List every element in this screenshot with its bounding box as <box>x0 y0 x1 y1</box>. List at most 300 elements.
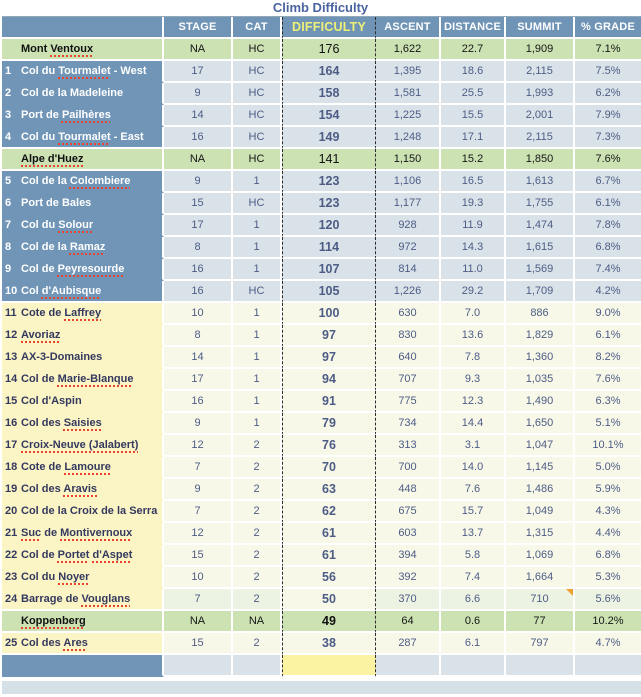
climb-name-text: Col de Marie-Blanque <box>21 373 134 385</box>
cell-summit[interactable]: 77 <box>506 611 575 633</box>
cell-difficulty[interactable]: 120 <box>282 215 376 237</box>
spellcheck-underline: Vouglans <box>81 593 131 605</box>
cell-distance[interactable]: 9.3 <box>441 369 506 391</box>
cell-cat[interactable]: 1 <box>233 259 282 281</box>
cell-grade[interactable]: 7.6% <box>575 149 641 171</box>
cell-stage[interactable]: 12 <box>164 523 233 545</box>
cell-grade[interactable]: 4.3% <box>575 501 641 523</box>
cell-stage[interactable]: 17 <box>164 215 233 237</box>
cell-difficulty[interactable]: 123 <box>282 193 376 215</box>
cell-difficulty[interactable]: 97 <box>282 347 376 369</box>
cell-climb-name[interactable] <box>2 149 164 171</box>
cell-ascent[interactable]: 603 <box>376 523 441 545</box>
cell-difficulty[interactable]: 141 <box>282 149 376 171</box>
spellcheck-underline: Suc <box>21 527 42 539</box>
cell-difficulty[interactable]: 158 <box>282 83 376 105</box>
cell-summit[interactable]: 2,115 <box>506 127 575 149</box>
climb-name-text <box>21 439 138 451</box>
climb-rank: 5 <box>5 175 12 187</box>
cell-climb-name[interactable] <box>2 127 164 149</box>
cell-grade[interactable]: 5.1% <box>575 413 641 435</box>
cell-distance[interactable]: 6.1 <box>441 633 506 655</box>
cell-stage[interactable]: 14 <box>164 347 233 369</box>
climb-rank: 20 <box>5 505 18 517</box>
cell-difficulty[interactable]: 100 <box>282 303 376 325</box>
cell-distance[interactable]: 3.1 <box>441 435 506 457</box>
spellcheck-underline: Saisies <box>63 417 102 429</box>
climb-name-text: Col de la Colombiere <box>21 175 131 187</box>
cell-stage[interactable]: 16 <box>164 259 233 281</box>
cell-climb-name[interactable] <box>2 171 164 193</box>
cell-ascent[interactable]: 1,150 <box>376 149 441 171</box>
cell-distance[interactable]: 13.6 <box>441 325 506 347</box>
spellcheck-underline: Lamoure <box>64 461 111 473</box>
cell-summit[interactable]: 1,850 <box>506 149 575 171</box>
climb-rank: 6 <box>5 197 12 209</box>
cell-summit[interactable]: 1,145 <box>506 457 575 479</box>
cell-grade[interactable]: 6.1% <box>575 325 641 347</box>
climb-name-text: Col du Tourmalet - West <box>21 65 147 77</box>
cell-distance[interactable]: 5.8 <box>441 545 506 567</box>
cell-climb-name[interactable] <box>2 39 164 61</box>
cell-difficulty[interactable]: 94 <box>282 369 376 391</box>
climb-rank: 19 <box>5 483 18 495</box>
cell-climb-name[interactable] <box>2 413 164 435</box>
cell-cat[interactable]: 2 <box>233 545 282 567</box>
cell-distance[interactable] <box>441 655 506 677</box>
cell-climb-name[interactable] <box>2 567 164 589</box>
cell-climb-name[interactable] <box>2 61 164 83</box>
cell-climb-name[interactable] <box>2 589 164 611</box>
cell-grade[interactable]: 4.2% <box>575 281 641 303</box>
table-row <box>2 171 641 193</box>
cell-climb-name[interactable] <box>2 655 164 677</box>
cell-distance[interactable]: 14.0 <box>441 457 506 479</box>
cell-climb-name[interactable] <box>2 523 164 545</box>
cell-cat[interactable]: HC <box>233 105 282 127</box>
table-row <box>2 325 641 347</box>
header-cell-summit[interactable]: SUMMIT <box>506 17 575 39</box>
cell-stage[interactable] <box>164 655 233 677</box>
climb-name-text: Col de la Ramaz <box>21 241 106 253</box>
header-cell-cat[interactable]: CAT <box>233 17 282 39</box>
cell-distance[interactable]: 15.7 <box>441 501 506 523</box>
cell-cat[interactable]: 1 <box>233 303 282 325</box>
cell-cat[interactable]: HC <box>233 61 282 83</box>
cell-cat[interactable]: 2 <box>233 501 282 523</box>
table-row <box>2 127 641 149</box>
cell-grade[interactable]: 6.3% <box>575 391 641 413</box>
cell-difficulty[interactable]: 97 <box>282 325 376 347</box>
cell-cat[interactable]: 2 <box>233 435 282 457</box>
cell-cat[interactable]: HC <box>233 281 282 303</box>
cell-stage[interactable]: 16 <box>164 127 233 149</box>
cell-stage[interactable]: 9 <box>164 479 233 501</box>
cell-summit[interactable] <box>506 655 575 677</box>
cell-difficulty[interactable]: 107 <box>282 259 376 281</box>
cell-distance[interactable]: 11.9 <box>441 215 506 237</box>
cell-grade[interactable]: 5.6% <box>575 589 641 611</box>
cell-difficulty[interactable]: 114 <box>282 237 376 259</box>
cell-distance[interactable]: 0.6 <box>441 611 506 633</box>
table-row <box>2 435 641 457</box>
cell-grade[interactable]: 5.9% <box>575 479 641 501</box>
cell-difficulty[interactable]: 63 <box>282 479 376 501</box>
cell-climb-name[interactable] <box>2 545 164 567</box>
cell-grade[interactable]: 4.4% <box>575 523 641 545</box>
cell-stage[interactable]: 9 <box>164 83 233 105</box>
cell-summit[interactable]: 1,049 <box>506 501 575 523</box>
cell-ascent[interactable]: 370 <box>376 589 441 611</box>
table-row <box>2 589 641 611</box>
climb-name-text <box>21 329 60 341</box>
cell-ascent[interactable]: 64 <box>376 611 441 633</box>
cell-difficulty[interactable]: 149 <box>282 127 376 149</box>
cell-cat[interactable]: 2 <box>233 633 282 655</box>
cell-distance[interactable]: 15.2 <box>441 149 506 171</box>
cell-ascent[interactable]: 287 <box>376 633 441 655</box>
cell-climb-name[interactable] <box>2 435 164 457</box>
cell-cat[interactable]: 2 <box>233 567 282 589</box>
cell-grade[interactable]: 9.0% <box>575 303 641 325</box>
cell-difficulty[interactable]: 91 <box>282 391 376 413</box>
cell-distance[interactable]: 14.3 <box>441 237 506 259</box>
cell-distance[interactable]: 15.5 <box>441 105 506 127</box>
cell-distance[interactable]: 22.7 <box>441 39 506 61</box>
cell-summit[interactable]: 1,486 <box>506 479 575 501</box>
cell-cat[interactable]: 1 <box>233 325 282 347</box>
climb-rank: 9 <box>5 263 12 275</box>
table-row <box>2 347 641 369</box>
climb-rank: 14 <box>5 373 18 385</box>
cell-summit[interactable]: 1,650 <box>506 413 575 435</box>
cell-grade[interactable]: 7.6% <box>575 369 641 391</box>
cell-distance[interactable]: 18.6 <box>441 61 506 83</box>
cell-climb-name[interactable] <box>2 633 164 655</box>
climb-rank: 25 <box>5 637 18 649</box>
climb-name-text: Mont Ventoux <box>21 43 94 55</box>
cell-distance[interactable]: 13.7 <box>441 523 506 545</box>
cell-distance[interactable]: 17.1 <box>441 127 506 149</box>
cell-cat[interactable]: HC <box>233 193 282 215</box>
climb-name-text: Col de Peyresourde <box>21 263 125 275</box>
cell-climb-name[interactable] <box>2 83 164 105</box>
cell-cat[interactable] <box>233 655 282 677</box>
cell-grade[interactable]: 4.7% <box>575 633 641 655</box>
cell-summit[interactable]: 1,490 <box>506 391 575 413</box>
cell-summit[interactable]: 710 <box>506 589 575 611</box>
cell-grade[interactable]: 10.2% <box>575 611 641 633</box>
cell-cat[interactable]: 1 <box>233 413 282 435</box>
header-cell-grade[interactable]: % GRADE <box>575 17 641 39</box>
climb-name-text: Col d'Aspin <box>21 395 82 407</box>
cell-cat[interactable]: 2 <box>233 479 282 501</box>
cell-grade[interactable]: 7.3% <box>575 127 641 149</box>
comment-indicator-icon[interactable] <box>566 589 573 596</box>
cell-cat[interactable]: HC <box>233 83 282 105</box>
cell-ascent[interactable]: 313 <box>376 435 441 457</box>
cell-ascent[interactable] <box>376 655 441 677</box>
adjacent-sheet-region <box>2 681 641 694</box>
cell-stage[interactable]: 12 <box>164 435 233 457</box>
cell-difficulty[interactable]: 154 <box>282 105 376 127</box>
spellcheck-underline: d'Aspet <box>92 549 133 561</box>
cell-stage[interactable]: 16 <box>164 391 233 413</box>
climb-rank: 1 <box>5 65 12 77</box>
cell-ascent[interactable]: 630 <box>376 303 441 325</box>
cell-distance[interactable]: 7.0 <box>441 303 506 325</box>
climb-rank: 18 <box>5 461 18 473</box>
cell-cat[interactable]: 1 <box>233 369 282 391</box>
climb-rank: 11 <box>5 307 17 319</box>
header-cell-stage[interactable]: STAGE <box>164 17 233 39</box>
header-cell-distance[interactable]: DISTANCE <box>441 17 506 39</box>
climb-name-text: Cote de Lamoure <box>21 461 111 473</box>
cell-cat[interactable]: 2 <box>233 523 282 545</box>
cell-summit[interactable]: 1,047 <box>506 435 575 457</box>
cell-difficulty[interactable]: 79 <box>282 413 376 435</box>
cell-summit[interactable]: 1,569 <box>506 259 575 281</box>
cell-stage[interactable]: 10 <box>164 303 233 325</box>
cell-grade[interactable]: 6.8% <box>575 545 641 567</box>
climb-rank: 10 <box>5 285 18 297</box>
cell-difficulty[interactable]: 70 <box>282 457 376 479</box>
cell-stage[interactable]: 9 <box>164 171 233 193</box>
cell-stage[interactable]: 9 <box>164 413 233 435</box>
cell-climb-name[interactable] <box>2 259 164 281</box>
spellcheck-underline: Solour <box>58 219 94 231</box>
cell-summit[interactable]: 1,829 <box>506 325 575 347</box>
climb-name-text <box>21 153 84 165</box>
cell-stage[interactable]: 15 <box>164 633 233 655</box>
cell-grade[interactable]: 10.1% <box>575 435 641 457</box>
cell-stage[interactable]: 8 <box>164 237 233 259</box>
cell-difficulty[interactable] <box>282 655 376 677</box>
cell-difficulty[interactable]: 123 <box>282 171 376 193</box>
cell-stage[interactable]: 17 <box>164 61 233 83</box>
cell-stage[interactable]: 15 <box>164 193 233 215</box>
cell-grade[interactable]: 6.8% <box>575 237 641 259</box>
cell-grade[interactable]: 5.3% <box>575 567 641 589</box>
cell-distance[interactable]: 25.5 <box>441 83 506 105</box>
cell-difficulty[interactable]: 176 <box>282 39 376 61</box>
cell-grade[interactable]: 7.4% <box>575 259 641 281</box>
cell-difficulty[interactable]: 38 <box>282 633 376 655</box>
climb-rank: 16 <box>5 417 18 429</box>
cell-grade[interactable]: 5.0% <box>575 457 641 479</box>
cell-climb-name[interactable] <box>2 193 164 215</box>
table-row <box>2 105 641 127</box>
climb-name-text: Col du Noyer <box>21 571 90 583</box>
cell-ascent[interactable]: 972 <box>376 237 441 259</box>
cell-difficulty[interactable]: 164 <box>282 61 376 83</box>
cell-stage[interactable]: 7 <box>164 589 233 611</box>
cell-cat[interactable]: HC <box>233 127 282 149</box>
cell-stage[interactable]: NA <box>164 39 233 61</box>
cell-summit[interactable]: 1,993 <box>506 83 575 105</box>
cell-difficulty[interactable]: 76 <box>282 435 376 457</box>
cell-stage[interactable]: 14 <box>164 105 233 127</box>
table-row <box>2 215 641 237</box>
cell-climb-name[interactable] <box>2 457 164 479</box>
climb-rank: 13 <box>5 351 18 363</box>
cell-grade[interactable]: 7.5% <box>575 61 641 83</box>
cell-cat[interactable]: HC <box>233 149 282 171</box>
header-cell-ascent[interactable]: ASCENT <box>376 17 441 39</box>
table-row <box>2 413 641 435</box>
spellcheck-underline: Koppenberg <box>21 615 86 627</box>
table-title: Climb Difficulty <box>272 0 369 15</box>
cell-summit[interactable]: 797 <box>506 633 575 655</box>
cell-stage[interactable]: 7 <box>164 501 233 523</box>
cell-climb-name[interactable] <box>2 611 164 633</box>
cell-difficulty[interactable]: 49 <box>282 611 376 633</box>
cell-distance[interactable]: 11.0 <box>441 259 506 281</box>
cell-cat[interactable]: 2 <box>233 457 282 479</box>
cell-ascent[interactable]: 707 <box>376 369 441 391</box>
cell-grade[interactable]: 6.2% <box>575 83 641 105</box>
cell-ascent[interactable]: 700 <box>376 457 441 479</box>
climb-name-text: Col du Solour <box>21 219 94 231</box>
cell-climb-name[interactable] <box>2 391 164 413</box>
cell-summit[interactable]: 1,315 <box>506 523 575 545</box>
cell-summit[interactable]: 1,613 <box>506 171 575 193</box>
cell-cat[interactable]: 1 <box>233 171 282 193</box>
cell-climb-name[interactable] <box>2 105 164 127</box>
cell-grade[interactable]: 6.1% <box>575 193 641 215</box>
cell-summit[interactable]: 1,755 <box>506 193 575 215</box>
cell-grade[interactable]: 7.9% <box>575 105 641 127</box>
cell-climb-name[interactable] <box>2 501 164 523</box>
cell-grade[interactable]: 6.7% <box>575 171 641 193</box>
spellcheck-underline: Colombiere <box>69 175 131 187</box>
table-row <box>2 501 641 523</box>
cell-distance[interactable]: 16.5 <box>441 171 506 193</box>
cell-ascent[interactable]: 734 <box>376 413 441 435</box>
cell-cat[interactable]: 1 <box>233 347 282 369</box>
cell-stage[interactable]: 17 <box>164 369 233 391</box>
cell-cat[interactable]: 1 <box>233 215 282 237</box>
climb-name-text: Port de Bales <box>21 197 92 209</box>
cell-ascent[interactable]: 775 <box>376 391 441 413</box>
cell-climb-name[interactable] <box>2 347 164 369</box>
cell-difficulty[interactable]: 56 <box>282 567 376 589</box>
cell-cat[interactable]: NA <box>233 611 282 633</box>
cell-ascent[interactable]: 394 <box>376 545 441 567</box>
cell-summit[interactable]: 2,115 <box>506 61 575 83</box>
cell-ascent[interactable]: 1,581 <box>376 83 441 105</box>
cell-climb-name[interactable] <box>2 479 164 501</box>
table-row <box>2 523 641 545</box>
cell-grade[interactable] <box>575 655 641 677</box>
cell-cat[interactable]: 1 <box>233 391 282 413</box>
cell-difficulty[interactable]: 50 <box>282 589 376 611</box>
table-row <box>2 633 641 655</box>
cell-summit[interactable]: 1,709 <box>506 281 575 303</box>
cell-stage[interactable]: 8 <box>164 325 233 347</box>
spellcheck-underline: Croix-Neuve (Jalabert) <box>21 439 139 451</box>
cell-climb-name[interactable] <box>2 215 164 237</box>
spellcheck-underline: Portet <box>57 549 90 561</box>
cell-grade[interactable]: 7.8% <box>575 215 641 237</box>
table-row <box>2 567 641 589</box>
cell-climb-name[interactable] <box>2 237 164 259</box>
cell-climb-name[interactable] <box>2 303 164 325</box>
climb-name-text: Barrage de Vouglans <box>21 593 131 605</box>
header-cell-climb-name[interactable] <box>2 17 164 39</box>
cell-ascent[interactable]: 1,248 <box>376 127 441 149</box>
cell-ascent[interactable]: 1,225 <box>376 105 441 127</box>
table-row <box>2 655 641 677</box>
cell-ascent[interactable]: 1,622 <box>376 39 441 61</box>
header-cell-difficulty[interactable]: DIFFICULTY <box>282 17 376 39</box>
cell-stage[interactable]: 10 <box>164 567 233 589</box>
climb-difficulty-table <box>2 16 641 677</box>
cell-summit[interactable]: 1,615 <box>506 237 575 259</box>
cell-distance[interactable]: 12.3 <box>441 391 506 413</box>
cell-climb-name[interactable] <box>2 369 164 391</box>
cell-stage[interactable]: NA <box>164 149 233 171</box>
cell-distance[interactable]: 7.6 <box>441 479 506 501</box>
cell-summit[interactable]: 1,360 <box>506 347 575 369</box>
cell-stage[interactable]: NA <box>164 611 233 633</box>
cell-ascent[interactable]: 928 <box>376 215 441 237</box>
cell-summit[interactable]: 1,035 <box>506 369 575 391</box>
cell-stage[interactable]: 7 <box>164 457 233 479</box>
cell-ascent[interactable]: 830 <box>376 325 441 347</box>
cell-summit[interactable]: 1,069 <box>506 545 575 567</box>
cell-grade[interactable]: 8.2% <box>575 347 641 369</box>
cell-ascent[interactable]: 392 <box>376 567 441 589</box>
cell-stage[interactable]: 15 <box>164 545 233 567</box>
cell-summit[interactable]: 1,474 <box>506 215 575 237</box>
cell-difficulty[interactable]: 62 <box>282 501 376 523</box>
cell-ascent[interactable]: 814 <box>376 259 441 281</box>
cell-difficulty[interactable]: 105 <box>282 281 376 303</box>
climb-name-text: Col de Portet d'Aspet <box>21 549 133 561</box>
cell-ascent[interactable]: 448 <box>376 479 441 501</box>
cell-ascent[interactable]: 1,106 <box>376 171 441 193</box>
cell-summit[interactable]: 886 <box>506 303 575 325</box>
cell-cat[interactable]: 2 <box>233 589 282 611</box>
cell-distance[interactable]: 19.3 <box>441 193 506 215</box>
cell-summit[interactable]: 1,909 <box>506 39 575 61</box>
cell-climb-name[interactable] <box>2 325 164 347</box>
cell-stage[interactable]: 16 <box>164 281 233 303</box>
cell-ascent[interactable]: 1,226 <box>376 281 441 303</box>
cell-cat[interactable]: 1 <box>233 237 282 259</box>
cell-ascent[interactable]: 675 <box>376 501 441 523</box>
cell-grade[interactable]: 7.1% <box>575 39 641 61</box>
cell-distance[interactable]: 29.2 <box>441 281 506 303</box>
cell-climb-name[interactable] <box>2 281 164 303</box>
cell-distance[interactable]: 6.6 <box>441 589 506 611</box>
spellcheck-underline: Laffrey <box>64 307 102 319</box>
cell-distance[interactable]: 7.4 <box>441 567 506 589</box>
spellcheck-underline: d'Aubisque <box>41 285 102 297</box>
cell-difficulty[interactable]: 61 <box>282 545 376 567</box>
cell-ascent[interactable]: 640 <box>376 347 441 369</box>
cell-distance[interactable]: 7.8 <box>441 347 506 369</box>
cell-distance[interactable]: 14.4 <box>441 413 506 435</box>
cell-cat[interactable]: HC <box>233 39 282 61</box>
cell-summit[interactable]: 2,001 <box>506 105 575 127</box>
cell-difficulty[interactable]: 61 <box>282 523 376 545</box>
spellcheck-underline: Alpe d'Huez <box>21 153 84 165</box>
cell-summit[interactable]: 1,664 <box>506 567 575 589</box>
cell-ascent[interactable]: 1,177 <box>376 193 441 215</box>
cell-ascent[interactable]: 1,395 <box>376 61 441 83</box>
